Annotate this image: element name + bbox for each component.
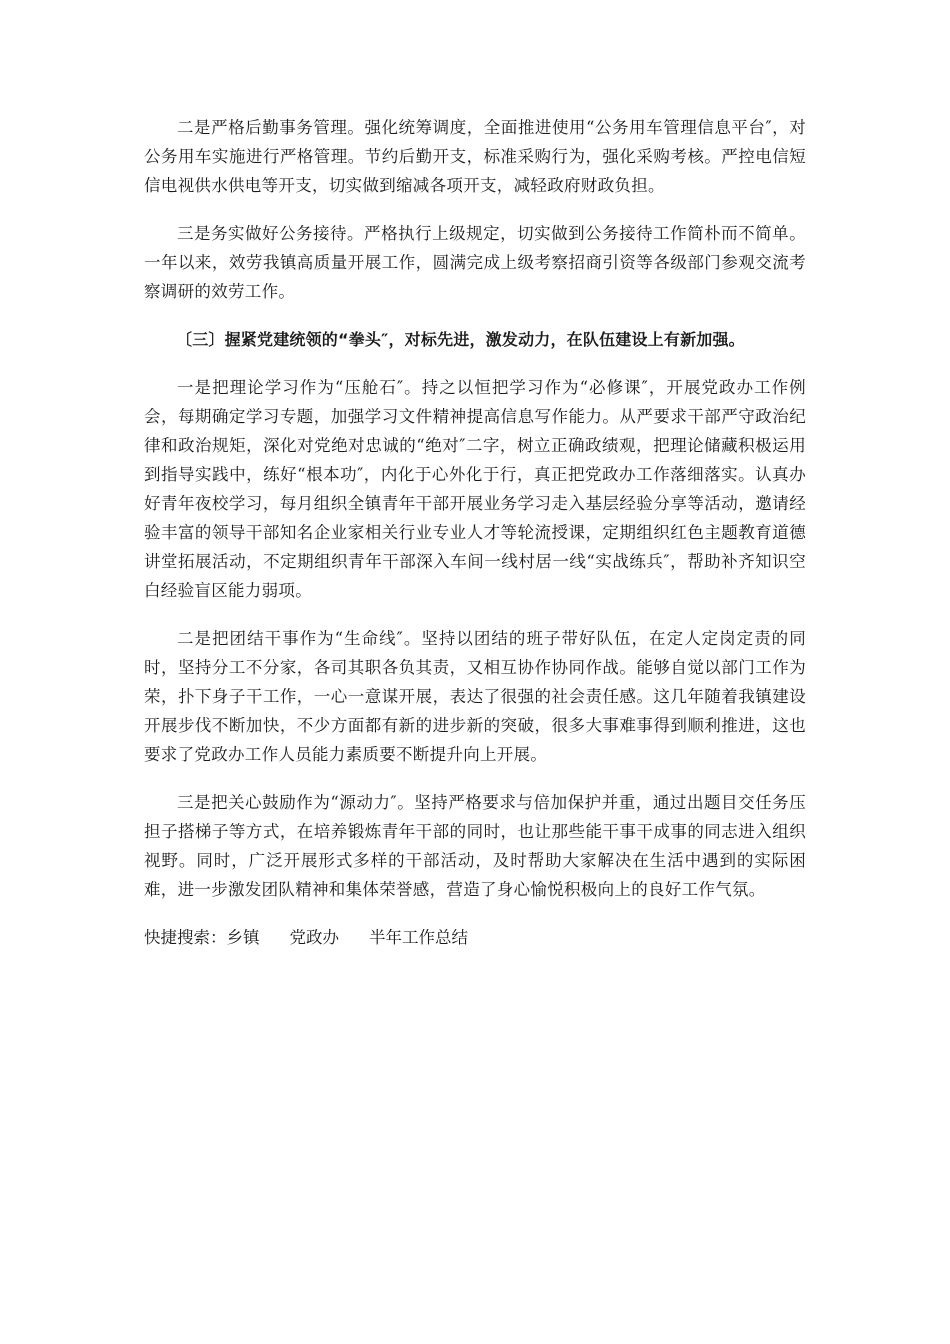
- paragraph-motivation: 三是把关心鼓励作为“源动力″。坚持严格要求与倍加保护并重，通过出题目交任务压担子搭梯子等方式，在培养锻炼青年干部的同时，也让那些能干事干成事的同志进入组织视野。同时，广泛开展形式多样的干部活动，及时帮助大家解决在生活中遇到的实际困难，进一步激发团队精神和集体荣誉感，营造了身心愉悦积极向上的良好工作气氛。: [144, 793, 806, 899]
- document-page: [144, 113, 806, 952]
- quick-search: [144, 923, 806, 952]
- quick-search-keyword-link[interactable]: 党政办: [289, 928, 339, 947]
- quick-search-label: 快捷搜索：: [144, 928, 227, 947]
- paragraph-reception: 三是务实做好公务接待。严格执行上级规定，切实做到公务接待工作简朴而不简单。一年以来，效劳我镇高质量开展工作，圆满完成上级考察招商引资等各级部门参观交流考察调研的效劳工作。: [144, 224, 806, 301]
- paragraph-unity: 二是把团结干事作为“生命线″。坚持以团结的班子带好队伍，在定人定岗定责的同时，坚持分工不分家，各司其职各负其责，又相互协作协同作战。能够自觉以部门工作为荣，扑下身子干工作，一心一意谋开展，表达了很强的社会责任感。这几年随着我镇建设开展步伐不断加快，不少方面都有新的进步新的突破，很多大事难事得到顺利推进，这也要求了党政办工作人员能力素质要不断提升向上开展。: [144, 629, 806, 764]
- paragraph-logistics: 二是严格后勤事务管理。强化统筹调度，全面推进使用“公务用车管理信息平台″，对公务用车实施进行严格管理。节约后勤开支，标准采购行为，强化采购考核。严控电信短信电视供水供电等开支，切实做到缩减各项开支，减轻政府财政负担。: [144, 118, 806, 195]
- quick-search-keyword-link[interactable]: 乡镇: [226, 928, 260, 947]
- paragraph-theory-study: 一是把理论学习作为“压舱石″。持之以恒把学习作为“必修课″，开展党政办工作例会，每期确定学习专题，加强学习文件精神提高信息写作能力。从严要求干部严守政治纪律和政治规矩，深化对党绝对忠诚的“绝对″二字，树立正确政绩观，把理论储藏积极运用到指导实践中，练好“根本功″，内化于心外化于行，真正把党政办工作落细落实。认真办好青年夜校学习，每月组织全镇青年干部开展业务学习走入基层经验分享等活动，邀请经验丰富的领导干部知名企业家相关行业专业人才等轮流授课，定期组织红色主题教育道德讲堂拓展活动，不定期组织青年干部深入车间一线村居一线“实战练兵″，帮助补齐知识空白经验盲区能力弱项。: [144, 378, 806, 600]
- section-heading: 〔三〕握紧党建统领的“拳头″，对标先进，激发动力，在队伍建设上有新加强。: [176, 330, 745, 349]
- quick-search-keyword-link[interactable]: 半年工作总结: [369, 928, 468, 947]
